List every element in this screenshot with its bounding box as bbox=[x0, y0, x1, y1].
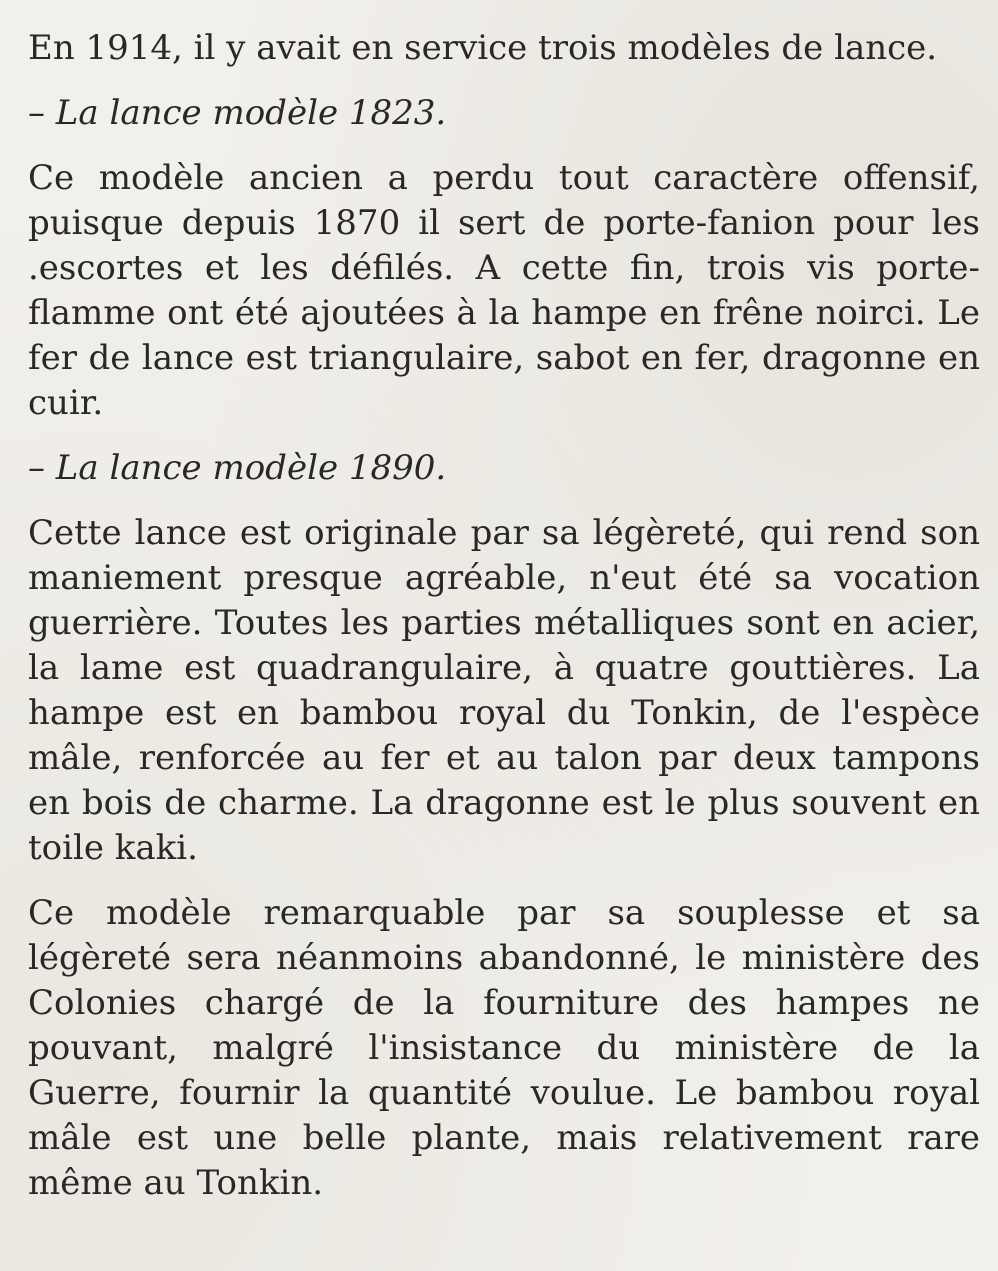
paragraph-lance-1823: Ce modèle ancien a perdu tout caractère offensif, puisque depuis 1870 il sert de porte-fanion pour les .escortes et les défilés. A cette fin, trois vis porte-flamme ont été ajoutées à la hampe en frêne noirci. Le fer de lance est triangulaire, sabot en fer, dragonne en cuir. bbox=[28, 158, 980, 423]
paragraph-lance-1890: Cette lance est originale par sa légèreté, qui rend son maniement presque agréable, n'eut été sa vocation guerrière. Toutes les parties métalliques sont en acier, la lame est quadrangulaire, à quatre gouttières. La hampe est en bambou royal du Tonkin, de l'espèce mâle, renforcée au fer et au talon par deux tampons en bois de charme. La dragonne est le plus souvent en toile kaki. bbox=[28, 513, 980, 868]
paragraph-abandon: Ce modèle remarquable par sa souplesse et sa légèreté sera néanmoins abandonné, le ministère des Colonies chargé de la fourniture des hampes ne pouvant, malgré l'insistance du ministère de la Guerre, fournir la quantité voulue. Le bambou royal mâle est une belle plante, mais relativement rare même au Tonkin. bbox=[28, 893, 980, 1203]
heading-lance-1890: – La lance modèle 1890. bbox=[28, 448, 447, 488]
document-body bbox=[28, 26, 980, 1226]
heading-lance-1823: – La lance modèle 1823. bbox=[28, 93, 447, 133]
paragraph-intro: En 1914, il y avait en service trois modèles de lance. bbox=[28, 28, 938, 68]
